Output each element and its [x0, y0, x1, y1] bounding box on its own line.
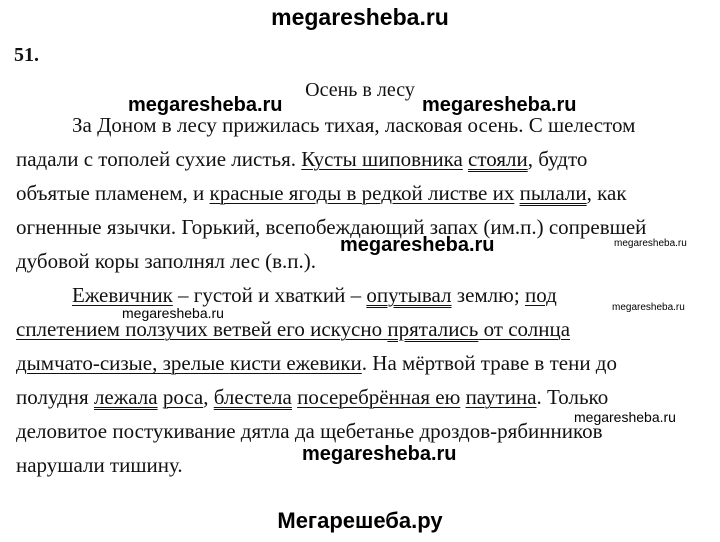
watermark: megaresheba.ru — [612, 302, 685, 313]
predicate-underline: стояли — [468, 147, 528, 171]
predicate-underline: прятались — [387, 317, 479, 341]
paragraph2-line2 — [16, 317, 570, 342]
watermark: megaresheba.ru — [302, 443, 457, 465]
text-segment: объятые пламенем, и — [16, 181, 210, 205]
text-segment: полудня — [16, 385, 94, 409]
subject-underline: роса — [162, 385, 204, 409]
text-segment: , как — [586, 181, 627, 205]
paragraph2-line6: нарушали тишину. — [16, 453, 183, 477]
subject-underline: красные ягоды в редкой листве их — [209, 181, 515, 205]
paragraph1-line3 — [16, 181, 627, 206]
text-segment: падали с тополей сухие листья. — [16, 147, 302, 171]
subject-underline: кисти ежевики — [229, 351, 362, 375]
paragraph2-line3 — [16, 351, 617, 376]
predicate-underline: лежала — [93, 385, 158, 409]
subject-underline: посеребрённая ею — [297, 385, 461, 409]
watermark: megaresheba.ru — [614, 238, 687, 249]
text-segment: . Только — [536, 385, 609, 409]
site-header: megaresheba.ru — [271, 4, 449, 30]
paragraph1-line2 — [16, 147, 587, 172]
subject-underline: сплетением ползучих ветвей его искусно — [16, 317, 388, 341]
text-segment: , — [203, 385, 214, 409]
subject-underline: под — [524, 283, 557, 307]
task-number: 51. — [14, 44, 39, 66]
predicate-underline: блестела — [213, 385, 292, 409]
watermark: megaresheba.ru — [574, 409, 676, 425]
subject-underline: паутина — [465, 385, 537, 409]
paragraph1-line1: За Доном в лесу прижилась тихая, ласковая осень. С шелестом — [72, 113, 636, 137]
predicate-underline: пылали — [519, 181, 587, 205]
paragraph2-line5: деловитое постукивание дятла да щебетанье дроздов-рябинников — [16, 419, 603, 443]
subject-underline: дымчато-сизые, зрелые — [16, 351, 230, 375]
text-segment: – густой и хваткий – — [172, 283, 367, 307]
watermark: megaresheba.ru — [122, 305, 224, 321]
subject-underline: Кусты шиповника — [301, 147, 463, 171]
watermark: megaresheba.ru — [128, 94, 283, 116]
subject-underline: от солнца — [483, 317, 571, 341]
site-footer: Мегарешеба.ру — [277, 508, 443, 533]
predicate-underline: опутывал — [366, 283, 452, 307]
watermark: megaresheba.ru — [340, 234, 495, 256]
watermark: megaresheba.ru — [422, 94, 577, 116]
paragraph1-line4: огненные язычки. Горький, всепобеждающий запах (им.п.) сопревшей — [16, 215, 647, 239]
text-segment: . На мёртвой траве в тени до — [361, 351, 617, 375]
paragraph2-line4 — [16, 385, 608, 410]
text-segment: , будто — [527, 147, 588, 171]
text-segment: землю; — [451, 283, 525, 307]
document-title: Осень в лесу — [305, 79, 415, 101]
subject-underline: Ежевичник — [72, 283, 173, 307]
paragraph1-line5: дубовой коры заполнял лес (в.п.). — [16, 249, 317, 273]
